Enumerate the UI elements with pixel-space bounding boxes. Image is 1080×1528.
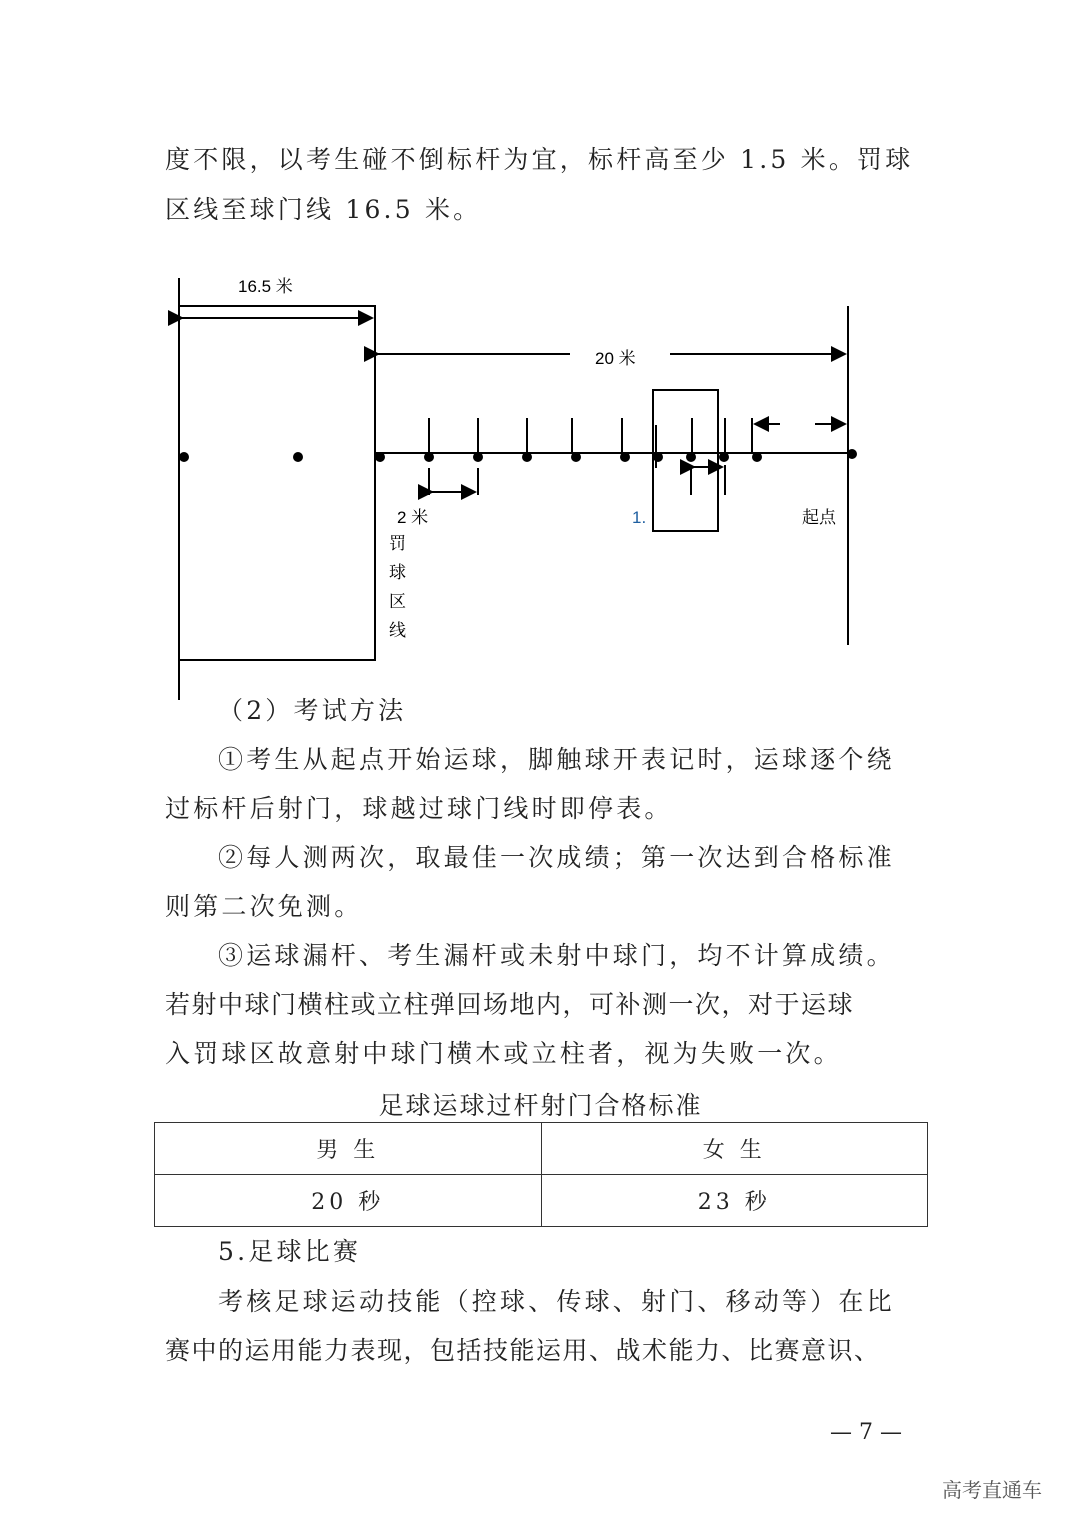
detail-box — [653, 390, 718, 531]
text-line: 赛中的运用能力表现，包括技能运用、战术能力、比赛意识、 — [165, 1336, 881, 1365]
label-20: 20 米 — [595, 349, 636, 368]
header-female: 女 生 — [541, 1123, 928, 1175]
label-2m: 2 米 — [397, 508, 429, 527]
text-line: ③运球漏杆、考生漏杆或未射中球门，均不计算成绩。 — [218, 941, 895, 970]
cone-dots — [179, 449, 857, 462]
header-male: 男 生 — [155, 1123, 542, 1175]
table-row — [155, 1175, 928, 1227]
section-heading: 5.足球比赛 — [218, 1237, 362, 1266]
value-male: 20 秒 — [155, 1175, 542, 1227]
table-header-row — [155, 1123, 928, 1175]
page-number: — 7 — — [830, 1420, 902, 1445]
table-caption: 足球运球过杆射门合格标准 — [378, 1091, 703, 1120]
label-penalty-line: 球 — [389, 563, 406, 582]
label-penalty-line: 罚 — [389, 534, 406, 553]
label-16-5: 16.5 米 — [238, 277, 293, 296]
text-line: 若射中球门横柱或立柱弹回场地内，可补测一次，对于运球 — [165, 990, 855, 1019]
label-penalty-line: 区 — [389, 592, 406, 611]
text-line: ②每人测两次，取最佳一次成绩；第一次达到合格标准 — [218, 843, 895, 872]
label-start: 起点 — [802, 508, 836, 527]
field-diagram — [0, 0, 1080, 720]
value-female: 23 秒 — [541, 1175, 928, 1227]
standards-table — [154, 1122, 928, 1227]
text-line: 度不限，以考生碰不倒标杆为宜，标杆高至少 1.5 米。罚球 — [165, 145, 914, 174]
text-line: 考核足球运动技能（控球、传球、射门、移动等）在比 — [218, 1287, 895, 1316]
text-line: 区线至球门线 16.5 米。 — [165, 195, 482, 224]
label-penalty-line: 线 — [389, 621, 406, 640]
label-1: 1. — [632, 508, 647, 527]
section-heading: （2）考试方法 — [218, 696, 407, 725]
watermark: 高考直通车 — [942, 1478, 1042, 1502]
text-line: 则第二次免测。 — [165, 892, 363, 921]
text-line: 过标杆后射门，球越过球门线时即停表。 — [165, 794, 673, 823]
text-line: ①考生从起点开始运球，脚触球开表记时，运球逐个绕 — [218, 745, 895, 774]
penalty-area — [179, 306, 375, 660]
text-line: 入罚球区故意射中球门横木或立柱者，视为失败一次。 — [165, 1039, 842, 1068]
